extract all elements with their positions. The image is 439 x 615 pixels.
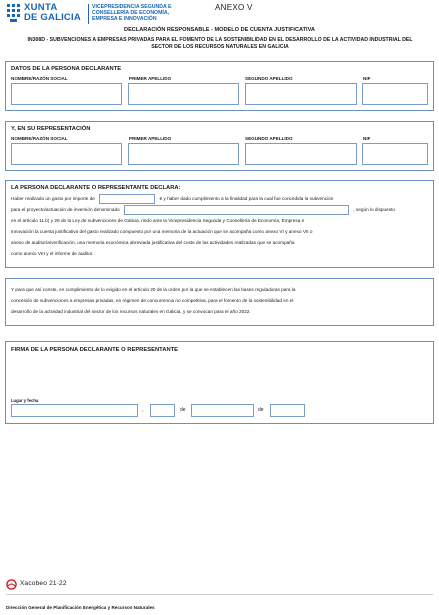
place-field[interactable] [11, 404, 138, 417]
closing-line-1: Y para que así conste, en cumplimiento de lo exigido en el artículo 20 de la orden por la que se establecen las bases reguladoras para la [11, 287, 296, 292]
department-line-3: EMPRESA E INNOVACIÓN [92, 16, 157, 22]
xacobeo-text: Xacobeo 21·22 [20, 580, 67, 587]
declaration-line-3: en el artículo 11.b) y 28 de la Ley de subvenciones de Galicia, rindo ante la Vicepresidencia Segunda y Consellería de Economía, Empresa e [11, 218, 305, 223]
representative-surname2-field[interactable] [245, 143, 357, 165]
department-line-1: VICEPRESIDENCIA SEGUNDA E [92, 4, 172, 10]
year-field[interactable] [270, 404, 305, 417]
procedure-code-line-2: SECTOR DE LOS RECURSOS NATURALES EN GALICIA [151, 43, 289, 50]
logo-divider [88, 4, 89, 24]
declaration-line-1-start: Haber realizado un gasto por importe de [11, 196, 95, 201]
month-field[interactable] [191, 404, 254, 417]
declaration-line-1-end: € y haber dado cumplimiento a la finalidad para la cual fue concedida la subvención [159, 196, 334, 201]
declarant-surname2-label: SEGUNDO APELLIDO [245, 76, 293, 81]
procedure-code-line-1: IN308D - SUBVENCIONES A EMPRESAS PRIVADAS PARA EL FOMENTO DE LA SOSTENIBILIDAD EN EL DESARROLLO DE LA ACTIVIDAD INDUSTRIAL DEL [27, 37, 413, 43]
declarant-name-label: NOMBRE/RAZÓN SOCIAL [11, 76, 68, 81]
declarant-name-field[interactable] [11, 83, 122, 105]
closing-line-2: concesión de subvenciones a empresas privadas, en régimen de concurrencia no competitiva, para el fomento de la sostenibilidad en el [11, 298, 294, 303]
document-title: DECLARACIÓN RESPONSABLE - MODELO DE CUENTA JUSTIFICATIVA [124, 27, 315, 33]
declaration-line-5: anexo de auditoría/verificación, una memoria económica abreviada justificativa del coste de las actividades realizadas que se acompaña [11, 240, 295, 245]
representative-nif-label: NIF [363, 136, 371, 141]
declaration-section [5, 180, 434, 268]
closing-statement-section [5, 278, 434, 326]
representative-section [5, 121, 434, 171]
declaration-line-2-start: para el proyecto/actuación de inversión denominado [11, 207, 120, 212]
declarant-surname1-label: PRIMER APELLIDO [129, 76, 172, 81]
signature-section-title: FIRMA DE LA PERSONA DECLARANTE O REPRESENTANTE [11, 347, 179, 353]
place-comma: , [142, 407, 144, 413]
declaration-line-6: como anexo VIII y el informe de auditor. [11, 251, 94, 256]
declarant-section [5, 61, 434, 111]
declarant-surname2-field[interactable] [245, 83, 357, 105]
declarant-nif-label: NIF [363, 76, 371, 81]
declarant-surname1-field[interactable] [128, 83, 239, 105]
closing-line-3: desarrollo de la actividad industrial del sector de los recursos naturales en Galicia, y se convocan para el año 2022. [11, 309, 251, 314]
declaration-line-4: Innovación la cuenta justificativa del gasto realizado compuesto por una memoria de la actuación que se acompaña como anexo VI y anexo VII o [11, 229, 313, 234]
page-header [6, 3, 433, 25]
declaration-line-2-end: , según lo dispuesto [353, 207, 395, 212]
xacobeo-symbol-icon [6, 579, 17, 590]
place-date-label: Lugar y fecha [11, 398, 39, 403]
department-name [92, 4, 192, 22]
representative-surname1-field[interactable] [128, 143, 239, 165]
date-de-1: de [180, 407, 186, 413]
representative-name-label: NOMBRE/RAZÓN SOCIAL [11, 136, 68, 141]
declarant-nif-field[interactable] [362, 83, 428, 105]
department-line-2: CONSELLERÍA DE ECONOMÍA, [92, 10, 170, 16]
directorate-name: Dirección General de Planificación Energética y Recursos Naturales [6, 605, 155, 610]
closing-statement-text [11, 284, 429, 317]
project-name-field[interactable] [124, 205, 349, 215]
logo-text-xunta: XUNTA [24, 2, 58, 13]
procedure-code [14, 37, 426, 50]
declarant-section-title: DATOS DE LA PERSONA DECLARANTE [11, 66, 122, 72]
date-de-2: de [258, 407, 264, 413]
declaration-line-1 [11, 193, 429, 204]
representative-nif-field[interactable] [362, 143, 428, 165]
galicia-shield-icon [6, 3, 21, 23]
expense-amount-field[interactable] [99, 194, 155, 204]
declaration-text [11, 193, 429, 259]
annex-label: ANEXO V [215, 3, 253, 12]
representative-surname2-label: SEGUNDO APELLIDO [245, 136, 293, 141]
declaration-section-title: LA PERSONA DECLARANTE O REPRESENTANTE DECLARA: [11, 185, 181, 191]
declaration-line-2 [11, 204, 429, 215]
logo-text-galicia: DE GALICIA [24, 12, 81, 23]
day-field[interactable] [150, 404, 175, 417]
representative-surname1-label: PRIMER APELLIDO [129, 136, 172, 141]
xunta-logo [6, 3, 82, 25]
representative-section-title: Y, EN SU REPRESENTACIÓN [11, 126, 91, 132]
footer-divider [6, 594, 433, 595]
signature-section [5, 341, 434, 424]
representative-name-field[interactable] [11, 143, 122, 165]
